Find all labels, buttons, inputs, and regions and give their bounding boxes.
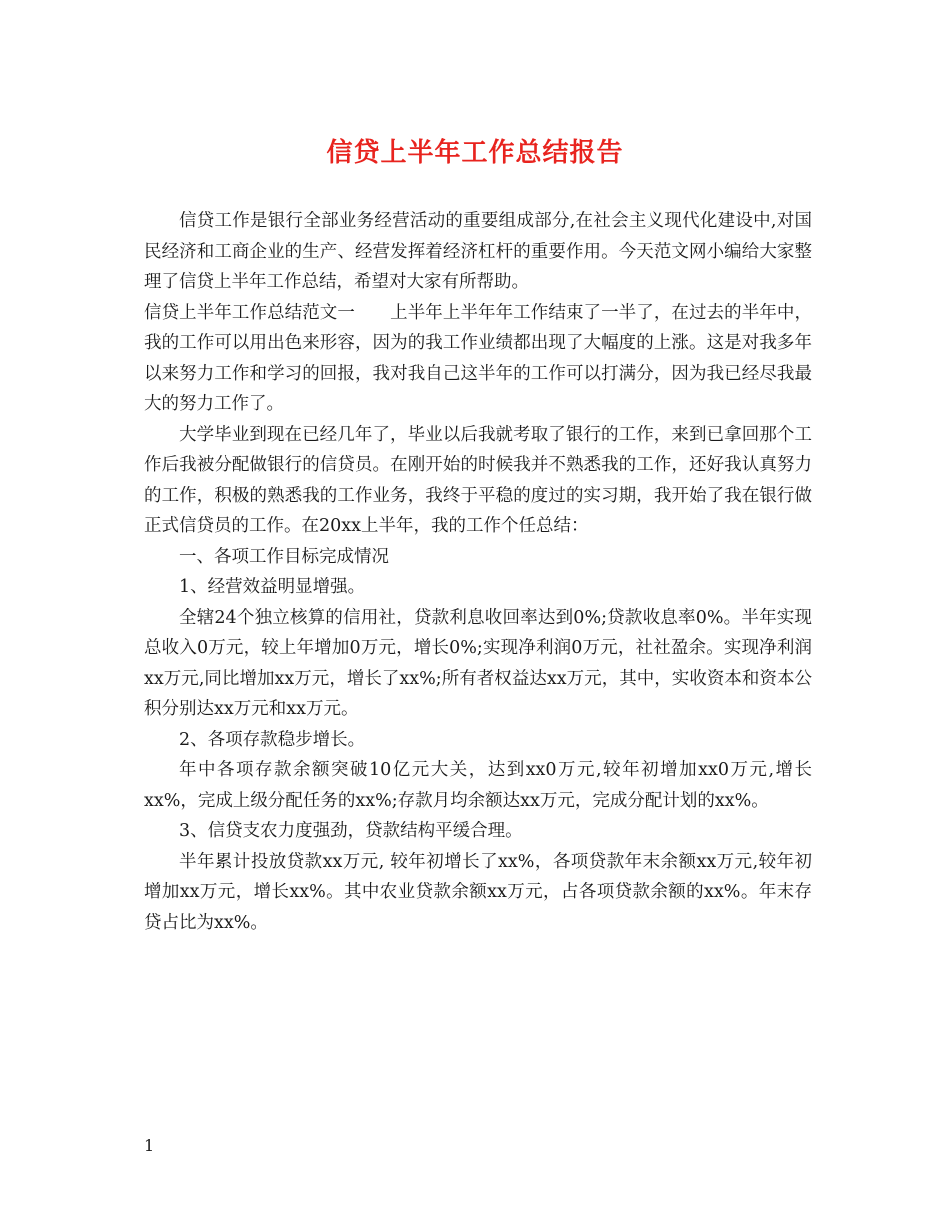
subsection-heading: 2、各项存款稳步增长。 bbox=[179, 729, 366, 750]
paragraph: 大学毕业到现在已经几年了，毕业以后我就考取了银行的工作，来到已拿回那个工作后我被分配做银行的信贷员。在刚开始的时候我并不熟悉我的工作，还好我认真努力的工作，积极的熟悉我的工作业务，我终于平稳的度过的实习期，我开始了我在银行做正式信贷员的工作。在20xx上半年，我的工作个任总结： bbox=[144, 424, 812, 536]
paragraph: 半年累计投放贷款xx万元, 较年初增长了xx%，各项贷款年末余额xx万元,较年初增加xx万元，增长xx%。其中农业贷款余额xx万元，占各项贷款余额的xx%。年末存贷占比为xx%。 bbox=[144, 851, 812, 933]
page-number: 1 bbox=[144, 1136, 155, 1155]
document-body bbox=[144, 206, 812, 938]
paragraph: 信贷工作是银行全部业务经营活动的重要组成部分,在社会主义现代化建设中,对国民经济和工商企业的生产、经营发挥着经济杠杆的重要作用。今天范文网小编给大家整理了信贷上半年工作总结，希望对大家有所帮助。 bbox=[144, 211, 812, 292]
section-heading: 一、各项工作目标完成情况 bbox=[179, 546, 389, 567]
subsection-heading: 3、信贷支农力度强劲，贷款结构平缓合理。 bbox=[179, 821, 523, 841]
paragraph: 全辖24个独立核算的信用社，贷款利息收回率达到0%;贷款收息率0%。半年实现总收入0万元，较上年增加0万元，增长0%;实现净利润0万元，社社盈余。实现净利润xx万元,同比增加xx万元，增长了xx%;所有者权益达xx万元，其中，实收资本和资本公积分别达xx万元和xx万元。 bbox=[144, 607, 812, 719]
paragraph: 信贷上半年工作总结范文一 上半年上半年年工作结束了一半了，在过去的半年中，我的工作可以用出色来形容，因为的我工作业绩都出现了大幅度的上涨。这是对我多年以来努力工作和学习的回报，我对我自己这半年的工作可以打满分，因为我已经尽我最大的努力工作了。 bbox=[144, 302, 812, 414]
paragraph: 年中各项存款余额突破10亿元大关，达到xx0万元,较年初增加xx0万元,增长xx%，完成上级分配任务的xx%;存款月均余额达xx万元，完成分配计划的xx%。 bbox=[144, 760, 812, 811]
document-title: 信贷上半年工作总结报告 bbox=[326, 138, 624, 168]
subsection-heading: 1、经营效益明显增强。 bbox=[179, 577, 366, 597]
